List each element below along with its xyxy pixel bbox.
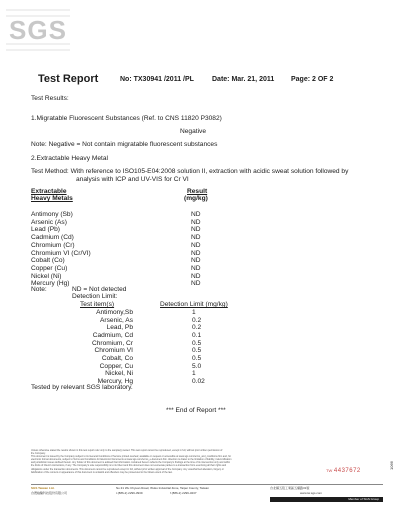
- metal-name: Chromium VI (Cr/VI): [31, 249, 91, 257]
- section1-title: 1.Migratable Fluorescent Substances (Ref. to CNS 11820 P3082): [31, 115, 222, 122]
- report-title: Test Report: [38, 73, 99, 85]
- member-text: Member of SGS Group: [348, 497, 379, 501]
- disclaimer-line: the limits of Client's instructions, if any. The Company's sole responsibility is to its Client and this document does not exonerate parties to a transaction from exercising all their rights and: [31, 464, 227, 468]
- section1-result: Negative: [180, 128, 207, 135]
- dl-test-item: Nickel, Ni: [105, 370, 133, 378]
- metal-name: Nickel (Ni): [31, 272, 62, 280]
- dl-limit-value: 0.5: [192, 354, 202, 362]
- dl-test-item: Chromium, Cr: [91, 339, 133, 347]
- metal-name: Lead (Pb): [31, 226, 60, 234]
- page-number: Page: 2 OF 2: [291, 76, 334, 83]
- end-of-report: *** End of Report ***: [166, 407, 226, 414]
- results-heading: Test Results:: [31, 95, 69, 102]
- disclaimer-line: falsification of the content or appearance of this document is unlawful and offenders may be prosecuted to the fullest extent of the law.: [31, 470, 173, 474]
- dl-limit-value: 1: [192, 309, 196, 316]
- sgs-logo: [6, 4, 70, 56]
- metal-name: Antimony (Sb): [31, 211, 73, 218]
- metal-name: Arsenic (As): [31, 218, 67, 226]
- disclaimer-line: electronic format documents, subject to Terms and Conditions for Electronic Documents at www.sgs.com/terms_e-document.htm. Attention is drawn to the limitation of liability, indemnification: [31, 458, 232, 462]
- metal-result: ND: [191, 280, 201, 288]
- footer-rule: [31, 484, 383, 485]
- section1-note: Note: Negative = Not contain migratable fluorescent substances: [31, 141, 218, 148]
- dl-limit-value: 5.0: [192, 362, 202, 370]
- metal-result: ND: [191, 211, 201, 218]
- footer-company: SGS Taiwan Ltd.: [31, 486, 55, 490]
- dl-test-item: Chromium VI: [94, 347, 133, 355]
- test-method-line2: analysis with ICP and UV-VIS for Cr VI: [76, 176, 189, 183]
- dl-limit-value: 0.2: [192, 324, 202, 332]
- dl-test-item: Copper, Cu: [99, 362, 133, 370]
- serial-prefix: TW: [326, 468, 333, 473]
- col-detection-limit-header: Detection Limit (mg/kg): [160, 301, 228, 308]
- metal-result: ND: [191, 257, 201, 265]
- metal-name: Cobalt (Co): [31, 257, 65, 265]
- report-date: Date: Mar. 21, 2011: [212, 76, 275, 83]
- dl-test-item: Arsenic, As: [100, 316, 133, 324]
- metal-name: Cadmium (Cd): [31, 234, 74, 242]
- col-test-item-header: Test item(s): [80, 301, 115, 308]
- dl-limit-value: 0.02: [192, 377, 205, 385]
- footer-address-zh: 台北縣五股工業區五權路31號: [270, 486, 310, 490]
- test-method-line1: Test Method: With reference to ISO105-E04:2008 solution II, extraction with acidic sweat solution followed by: [31, 168, 349, 175]
- side-code: 1066: [389, 461, 394, 470]
- dl-limit-value: 0.1: [192, 331, 202, 339]
- dl-limit-value: 0.5: [192, 339, 202, 347]
- disclaimer-line: and jurisdiction issues defined therein. Any holder of this document is advised that information contained hereon reflects the Company's findings at the time of its intervention only and within: [31, 461, 231, 465]
- dl-test-item: Cobalt, Co: [101, 354, 133, 362]
- col-result-header-2: (mg/kg): [184, 195, 208, 202]
- report-number: No: TX30941 /2011 /PL: [120, 76, 194, 83]
- metal-result: ND: [191, 272, 201, 280]
- serial-number: [326, 468, 361, 474]
- col-metal-header-2: Heavy Metals: [31, 195, 73, 202]
- section2-title: 2.Extractable Heavy Metal: [31, 155, 108, 162]
- footer-company-zh: 台灣檢驗科技股份有限公司: [31, 491, 68, 495]
- metal-result: ND: [191, 241, 201, 249]
- footer-web: www.tw.sgs.com: [300, 491, 323, 495]
- dl-test-item: Mercury, Hg: [97, 377, 133, 385]
- logo-text: SGS: [9, 15, 67, 45]
- footer-phone: t (886-2) 2299-3939: [116, 491, 143, 495]
- nd-definition: ND = Not detected: [72, 286, 127, 293]
- dl-test-item: Antimony,Sb: [96, 309, 133, 316]
- metal-result: ND: [191, 234, 201, 242]
- detection-limit-heading: Detection Limit:: [72, 293, 118, 300]
- dl-limit-value: 0.5: [192, 347, 202, 355]
- disclaimer-line: the Company.: [31, 452, 46, 456]
- col-result-header-1: Result: [187, 188, 208, 195]
- metal-name: Copper (Cu): [31, 264, 68, 272]
- dl-test-item: Cadmium, Cd: [92, 331, 133, 339]
- col-metal-header-1: Extractable: [31, 188, 67, 195]
- disclaimer-line: Unless otherwise stated the results shown in this test report refer only to the sample(s) tested. This test report cannot be reproduced, except in full, without prior written permission of: [31, 449, 223, 452]
- disclaimer-line: obligations under the transaction documents. This document cannot be reproduced except in full, without prior written approval of the Company. Any unauthorized alteration, forgery or: [31, 467, 224, 471]
- footer-fax: f (886-2) 2299-3237: [170, 491, 197, 495]
- metal-result: ND: [191, 249, 201, 257]
- dl-limit-value: 0.2: [192, 316, 202, 324]
- footer-address: No.31 Wu Chyuan Road, Wuku Industrial Zone, Taipei County, Taiwan: [116, 486, 209, 490]
- dl-test-item: Lead, Pb: [106, 324, 133, 332]
- disclaimer-line: This document is issued by the Company subject to its General Conditions of Service printed overleaf, available on request or accessible at www.sgs.com/terms_and_conditions.htm and, for: [31, 455, 231, 459]
- note2-label: Note:: [31, 286, 47, 293]
- dl-limit-value: 1: [192, 370, 196, 378]
- member-bar: [270, 497, 383, 502]
- metal-name: Chromium (Cr): [31, 241, 75, 249]
- metal-result: ND: [191, 264, 201, 272]
- metal-result: ND: [191, 218, 201, 226]
- tested-by: Tested by relevant SGS laboratory.: [31, 384, 133, 391]
- metal-name: Mercury (Hg): [31, 280, 70, 288]
- serial-value: 4437672: [333, 468, 361, 474]
- metal-result: ND: [191, 226, 201, 234]
